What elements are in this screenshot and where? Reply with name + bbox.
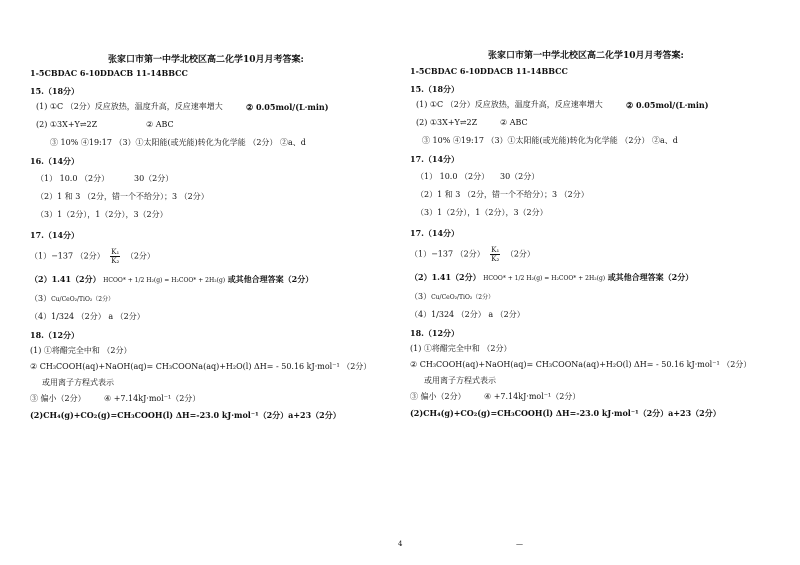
- q15-line1-rate: ② 0.05mol/(L·min): [626, 100, 709, 110]
- q16-line1-b: 30（2分）: [500, 172, 540, 181]
- page-title: 张家口市第一中学北校区高二化学10月月考答案:: [108, 55, 304, 65]
- q18-line4-b: ④ +7.14kJ·mol⁻¹（2分）: [484, 392, 581, 401]
- q18-line1: (1) ①将醋完全中和 （2分）: [30, 346, 132, 355]
- q15-line2-b: ② ABC: [146, 120, 174, 129]
- q15-line2-b: ② ABC: [500, 118, 528, 127]
- k-ratio-fraction: $\frac{\text{K₁}}{\text{K₂}}$: [491, 246, 500, 263]
- q15-heading: 15.（18分）: [410, 84, 460, 94]
- q17-line4: （4）1/324 （2分） a （2分）: [410, 310, 525, 319]
- reaction-equation: HCOO* + 1/2 H₂(g) = H₂COO* + 2H₂(g): [103, 277, 226, 284]
- q15-line2: (2) ①3X+Y⇌2Z: [416, 118, 478, 127]
- q16-line1-b: 30（2分）: [134, 174, 174, 183]
- q16-heading: 16.（14分）: [30, 156, 80, 166]
- q17-line3: （3）Cu/CeO₂/TiO₂（2分）: [410, 292, 495, 301]
- multiple-choice-answers: 1-5CBDAC 6-10DDACB 11-14BBCC: [30, 68, 188, 78]
- q15-heading: 15.（18分）: [30, 86, 80, 96]
- q16-line1: （1） 10.0 （2分）: [416, 172, 490, 181]
- page-number: 4: [398, 540, 403, 548]
- q15-line1-rate: ② 0.05mol/(L·min): [246, 102, 329, 112]
- q17-heading: 17.（14分）: [30, 230, 80, 240]
- q16-heading: 17.（14分）: [410, 154, 460, 164]
- q17-line2: （2）1.41（2分） HCOO* + 1/2 H₂(g) = H₂COO* + 2H₂(g) 或其他合理答案（2分）: [30, 274, 314, 284]
- q17-line2: （2）1.41（2分） HCOO* + 1/2 H₂(g) = H₂COO* + 2H₂(g) 或其他合理答案（2分）: [410, 272, 694, 282]
- q18-line2: ② CH₃COOH(aq)+NaOH(aq)= CH₃COONa(aq)+H₂O(l) ΔH= - 50.16 kJ·mol⁻¹ （2分）: [30, 362, 372, 371]
- q18-line4-b: ④ +7.14kJ·mol⁻¹（2分）: [104, 394, 201, 403]
- q16-line2: （2）1 和 3 （2分，错一个不给分）；3 （2分）: [416, 190, 589, 199]
- q17-line1: （1）−137 （2分） $\frac{\text{K₁}}{\text{K₂}}$ （2分）: [30, 248, 155, 265]
- q18-line3: 或用离子方程式表示: [42, 378, 114, 387]
- q16-line2: （2）1 和 3 （2分，错一个不给分）；3 （2分）: [36, 192, 209, 201]
- q18-line4: ③ 偏小（2分）: [410, 392, 466, 401]
- q15-line1: (1) ①C （2分）反应放热，温度升高，反应速率增大: [416, 100, 603, 109]
- q15-line3: ③ 10% ④19:17 （3）①太阳能(或光能)转化为化学能 （2分） ②a、d: [50, 138, 306, 147]
- k-ratio-fraction: $\frac{\text{K₁}}{\text{K₂}}$: [111, 248, 120, 265]
- page-number: —: [516, 540, 523, 548]
- q15-line1: (1) ①C （2分）反应放热，温度升高，反应速率增大: [36, 102, 223, 111]
- q18-line3: 或用离子方程式表示: [424, 376, 496, 385]
- q17-heading: 17.（14分）: [410, 228, 460, 238]
- q16-line3: （3）1（2分），1（2分），3（2分）: [416, 208, 548, 217]
- q15-line3: ③ 10% ④19:17 （3）①太阳能(或光能)转化为化学能 （2分） ②a、d: [422, 136, 678, 145]
- q16-line1: （1） 10.0 （2分）: [36, 174, 110, 183]
- q18-heading: 18.（12分）: [410, 328, 460, 338]
- reaction-equation: HCOO* + 1/2 H₂(g) = H₂COO* + 2H₂(g): [483, 275, 606, 282]
- q17-line4: （4）1/324 （2分） a （2分）: [30, 312, 145, 321]
- multiple-choice-answers: 1-5CBDAC 6-10DDACB 11-14BBCC: [410, 66, 568, 76]
- q18-line2: ② CH₃COOH(aq)+NaOH(aq)= CH₃COONa(aq)+H₂O(l) ΔH= - 50.16 kJ·mol⁻¹ （2分）: [410, 360, 752, 369]
- q18-line5: (2)CH₄(g)+CO₂(g)=CH₃COOH(l) ΔH=-23.0 kJ·mol⁻¹（2分）a+23（2分）: [30, 410, 341, 420]
- q17-line3: （3）Cu/CeO₂/TiO₂（2分）: [30, 294, 115, 303]
- answer-page-right: [400, 0, 790, 565]
- q17-line1: （1）−137 （2分） $\frac{\text{K₁}}{\text{K₂}}$ （2分）: [410, 246, 535, 263]
- q18-line4: ③ 偏小（2分）: [30, 394, 86, 403]
- q18-line5: (2)CH₄(g)+CO₂(g)=CH₃COOH(l) ΔH=-23.0 kJ·mol⁻¹（2分）a+23（2分）: [410, 408, 721, 418]
- q16-line3: （3）1（2分），1（2分），3（2分）: [36, 210, 168, 219]
- q15-line2: (2) ①3X+Y⇌2Z: [36, 120, 98, 129]
- q18-line1: (1) ①将醋完全中和 （2分）: [410, 344, 512, 353]
- q18-heading: 18.（12分）: [30, 330, 80, 340]
- page-title: 张家口市第一中学北校区高二化学10月月考答案:: [488, 51, 684, 61]
